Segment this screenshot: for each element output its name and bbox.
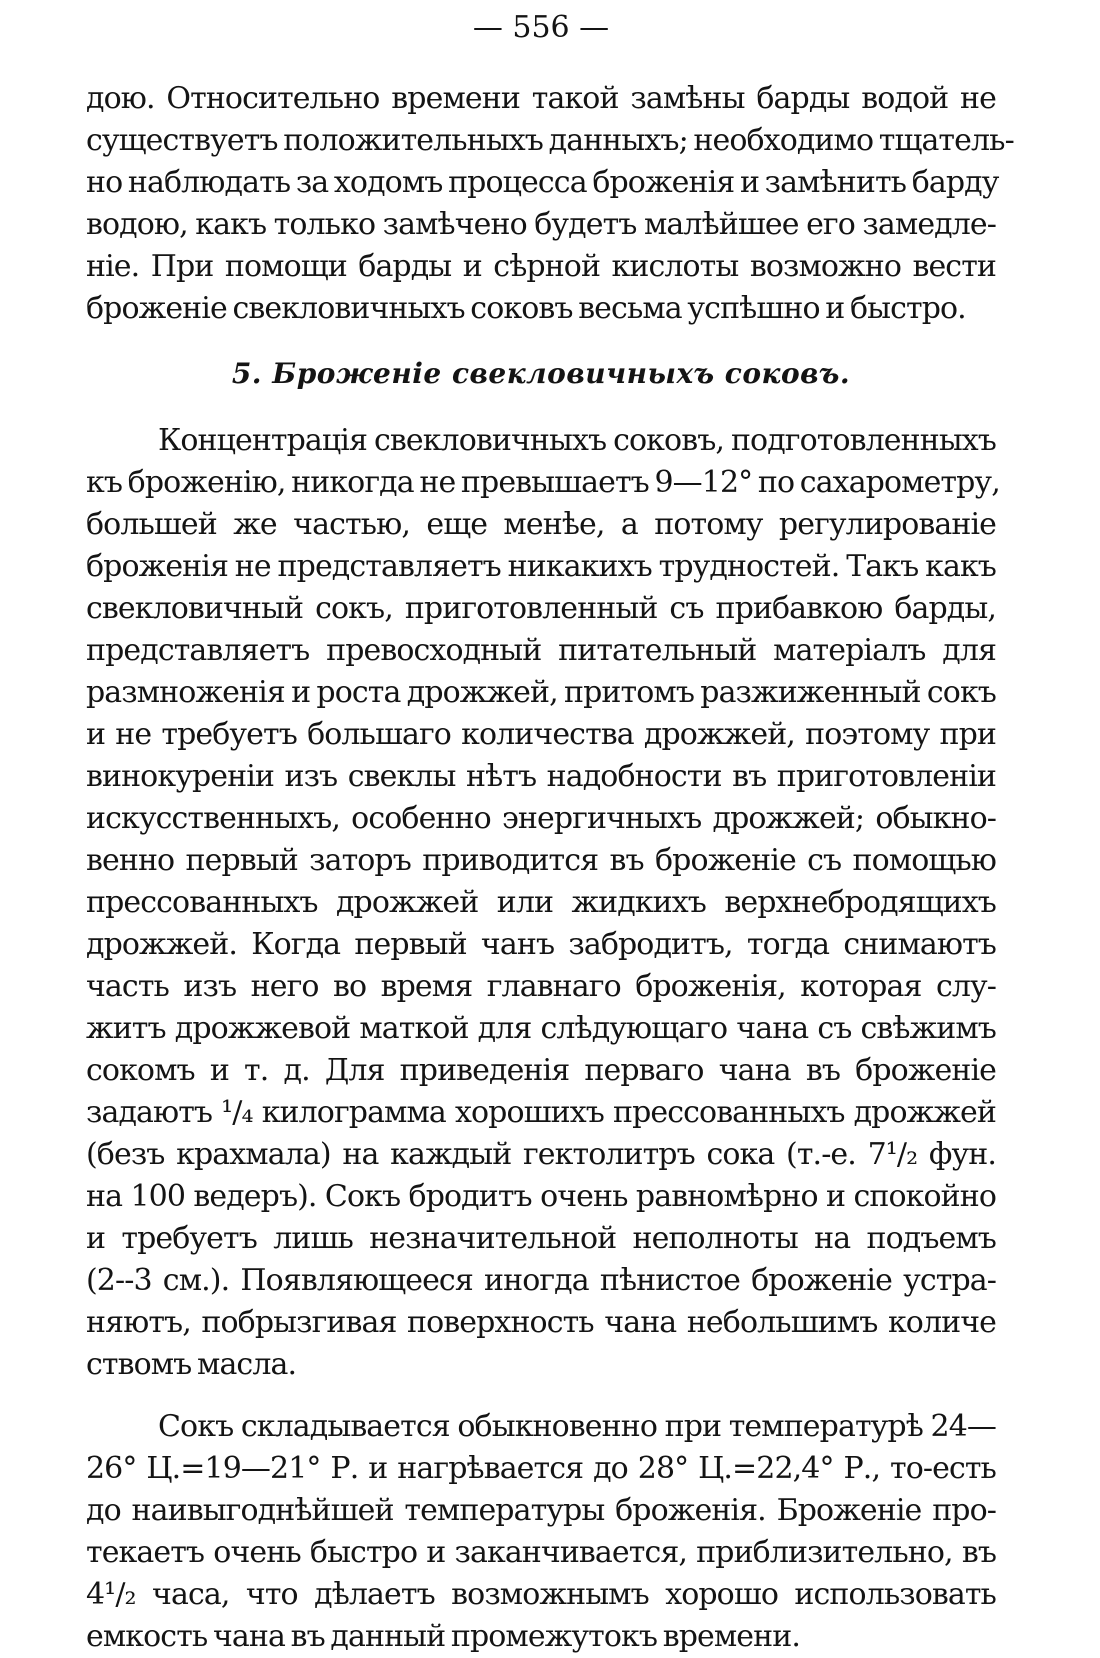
text-line: 4¹/₂ часа, что дѣлаетъ возможнымъ хорошо использовать [86, 1577, 996, 1612]
text-line: (безъ крахмала) на каждый гектолитръ сока (т.-е. 7¹/₂ фун. [86, 1137, 996, 1172]
text-line: свекловичный сокъ, приготовленный съ прибавкою барды, [86, 591, 996, 626]
text-line: и не требуетъ большаго количества дрожжей, поэтому при [86, 717, 996, 752]
text-line: 26° Ц.=19—21° Р. и нагрѣвается до 28° Ц.=22,4° Р., то-есть [86, 1451, 996, 1486]
continuation-paragraph [86, 78, 1014, 330]
page-number: — 556 — [472, 10, 610, 45]
text-line: на 100 ведеръ). Сокъ бродитъ очень равномѣрно и спокойно [86, 1179, 996, 1214]
text-line: прессованныхъ дрожжей или жидкихъ верхнебродящихъ [86, 885, 996, 920]
document-page [86, 6, 1014, 1658]
text-line: задаютъ ¹/₄ килограмма хорошихъ прессованныхъ дрожжей [86, 1095, 996, 1130]
section-heading: 5. Броженіе свекловичныхъ соковъ. [231, 357, 851, 390]
text-line: размноженія и роста дрожжей, притомъ разжиженный сокъ [86, 675, 996, 710]
text-line: текаетъ очень быстро и заканчивается, приблизительно, въ [86, 1535, 996, 1570]
paragraph-concentration [86, 420, 1000, 1386]
text-line: водою, какъ только замѣчено будетъ малѣйшее его замедле- [86, 207, 996, 242]
text-line: существуетъ положительныхъ данныхъ; необходимо тщатель- [86, 123, 1014, 158]
text-line: ствомъ масла. [86, 1347, 297, 1382]
text-line: емкость чана въ данный промежутокъ времени. [86, 1619, 800, 1654]
text-line: ніе. При помощи барды и сѣрной кислоты возможно вести [86, 249, 996, 284]
text-line: дрожжей. Когда первый чанъ забродитъ, тогда снимаютъ [86, 927, 996, 962]
text-line: винокуреніи изъ свеклы нѣтъ надобности въ приготовленіи [86, 759, 996, 794]
text-line: броженія не представляетъ никакихъ трудностей. Такъ какъ [86, 549, 996, 584]
text-line: няютъ, побрызгивая поверхность чана небольшимъ количе [86, 1305, 996, 1340]
text-line: часть изъ него во время главнаго броженія, которая слу- [86, 969, 996, 1004]
text-line: (2--3 см.). Появляющееся иногда пѣнистое броженіе устра- [86, 1263, 996, 1298]
text-line: до наивыгоднѣйшей температуры броженія. Броженіе про- [86, 1493, 996, 1528]
text-line: Концентрація свекловичныхъ соковъ, подготовленныхъ [158, 423, 996, 458]
text-line: къ броженію, никогда не превышаетъ 9—12° по сахарометру, [86, 465, 1000, 500]
text-line: и требуетъ лишь незначительной неполноты на подъемъ [86, 1221, 996, 1256]
text-line: венно первый заторъ приводится въ броженіе съ помощью [86, 843, 996, 878]
text-line: дою. Относительно времени такой замѣны барды водой не [86, 81, 996, 116]
text-line: сокомъ и т. д. Для приведенія перваго чана въ броженіе [86, 1053, 996, 1088]
paragraph-temperature [86, 1406, 996, 1658]
text-line: Сокъ складывается обыкновенно при температурѣ 24— [158, 1409, 996, 1444]
text-line: броженіе свекловичныхъ соковъ весьма успѣшно и быстро. [86, 291, 966, 326]
text-line: но наблюдать за ходомъ процесса броженія и замѣнить барду [86, 165, 999, 200]
text-line: представляетъ превосходный питательный матеріалъ для [86, 633, 996, 668]
text-line: большей же частью, еще менѣе, а потому регулированіе [86, 507, 996, 542]
text-line: житъ дрожжевой маткой для слѣдующаго чана съ свѣжимъ [86, 1011, 996, 1046]
text-line: искусственныхъ, особенно энергичныхъ дрожжей; обыкно- [86, 801, 996, 836]
